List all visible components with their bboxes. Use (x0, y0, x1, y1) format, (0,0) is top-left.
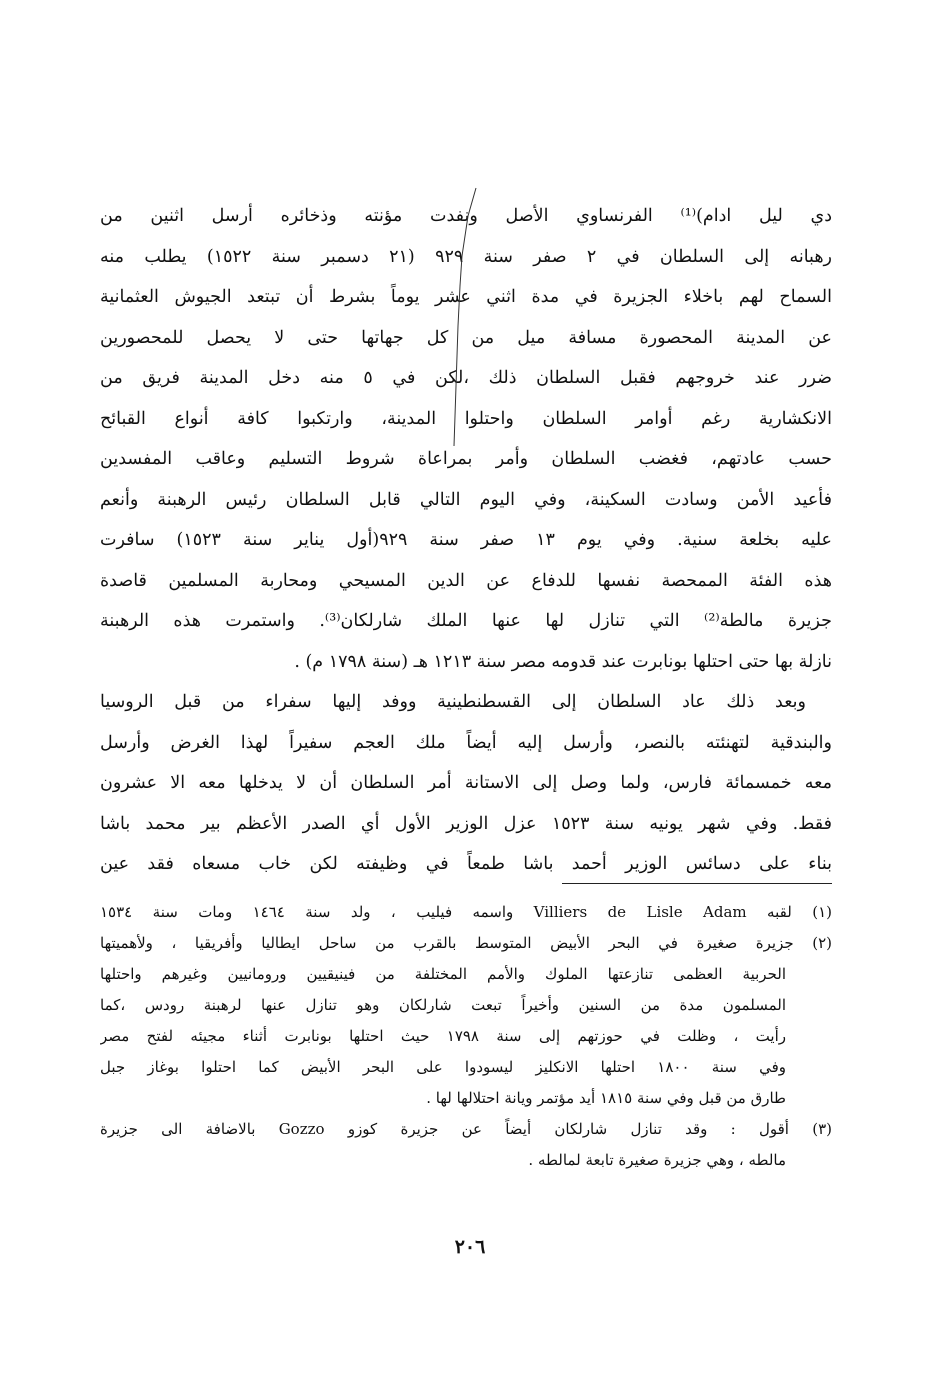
text-line: رهبانه إلى السلطان في ٢ صفر سنة ٩٢٩ (٢١ دسمبر سنة ١٥٢٢) يطلب منه (100, 246, 832, 267)
text-line: عن المدينة المحصورة مسافة ميل من كل جهاتها حتى لا يحصل للمحصورين (100, 327, 832, 348)
footnote-line: الحربية العظمى تنازعتها الملوك والأمم المختلفة من فينيقيين ورومانيين وغيرهم واحتلها (100, 965, 786, 983)
page-number: ٢٠٦ (454, 1236, 486, 1258)
text-line: هذه الفئة الممحصة نفسها للدفاع عن الدين المسيحي ومحاربة المسلمين قاصدة (100, 570, 832, 591)
text-line: الانكشارية رغم أوامر السلطان واحتلوا المدينة، وارتكبوا كافة أنواع القبائح (100, 408, 832, 429)
footnote-line: وفي سنة ١٨٠٠ احتلها الانكليز ليسودوا على البحر الأبيض كما احتلوا بوغاز جبل (100, 1058, 787, 1076)
text-line: دي ليل ادام)⁽¹⁾ الفرنساوي الأصل ونفدت مؤنته وذخائره أرسل اثنين من (100, 206, 832, 226)
text-line: السماح لهم باخلاء الجزيرة في مدة اثني عشر يوماً بشرط أن تبتعد الجيوش العثمانية (100, 287, 832, 307)
footnote-separator (562, 883, 832, 884)
footnote-1: (١) لقبه Villiers de Lisle Adam واسمه فيليب ، ولد سنة ١٤٦٤ ومات سنة ١٥٣٤ (100, 903, 832, 921)
text-line: بناء على دسائس الوزير أحمد باشا طمعاً في وظيفته لكن خاب مسعاه فقد عين (100, 854, 832, 874)
text-line: ضرر عند خروجهم فقبل السلطان ذلك ،لكن في ٥ منه دخل المدينة فريق من (100, 368, 832, 388)
footnote-line: مالطه ، وهي جزيرة صغيرة تابعة لمالطه . (528, 1151, 786, 1169)
footnote-3: (٣) أقول : وقد تنازل شارلكان أيضاً عن جزيرة كوزو Gozzo بالاضافة الى جزيرة (100, 1120, 832, 1138)
text-line: فأعيد الأمن وسادت السكينة، وفي اليوم التالي قابل السلطان رئيس الرهبنة وأنعم (100, 489, 832, 510)
text-line: جزيرة مالطة⁽²⁾ التي تنازل لها عنها الملك شارلكان⁽³⁾. واستمرت هذه الرهبنة (100, 611, 832, 631)
footnote-2: (٢) جزيرة صغيرة في البحر الأبيض المتوسط بالقرب من ساحل ايطاليا وأفريقيا ، ولأهميتها (100, 934, 832, 952)
footnote-line: المسلمون مدة من السنين وأخيراً تبعت شارلكان وهو تنازل عنها لرهبنة رودس ،كما (100, 996, 786, 1014)
text-line: وبعد ذلك عاد السلطان إلى القسطنطينية ووفد إليها سفراء من قبل الروسيا (100, 692, 806, 712)
text-line: نازلة بها حتى احتلها بونابرت عند قدومه مصر سنة ١٢١٣ هـ (سنة ١٧٩٨ م) . (294, 651, 832, 672)
footnote-line: طارق من قبل وفي سنة ١٨١٥ أيد مؤتمر ويانة احتلالها لها . (426, 1089, 786, 1107)
main-text (100, 196, 832, 885)
text-line: معه خمسمائة فارس، ولما وصل إلى الاستانة أمر السلطان أن لا يدخلها معه الا عشرون (100, 773, 832, 793)
text-line: حسب عادتهم، فغضب السلطان وأمر بمراعاة شروط التسليم وعاقب المفسدين (100, 449, 832, 469)
footnotes (100, 897, 832, 1176)
text-line: والبندقية لتهنئته بالنصر، وأرسل إليه أيضاً ملك العجم سفيراً لهذا الغرض وأرسل (100, 732, 832, 753)
text-line: فقط. وفي شهر يونيه سنة ١٥٢٣ عزل الوزير الأول أي الصدر الأعظم بير محمد باشا (100, 813, 832, 834)
text-line: عليه بخلعة سنية. وفي يوم ١٣ صفر سنة ٩٢٩(أول يناير سنة ١٥٢٣) سافرت (100, 530, 832, 550)
footnote-line: رأيت ، وظلت في حوزتهم إلى سنة ١٧٩٨ حيث احتلها بونابرت أثناء مجيئه لفتح مصر (100, 1027, 786, 1045)
